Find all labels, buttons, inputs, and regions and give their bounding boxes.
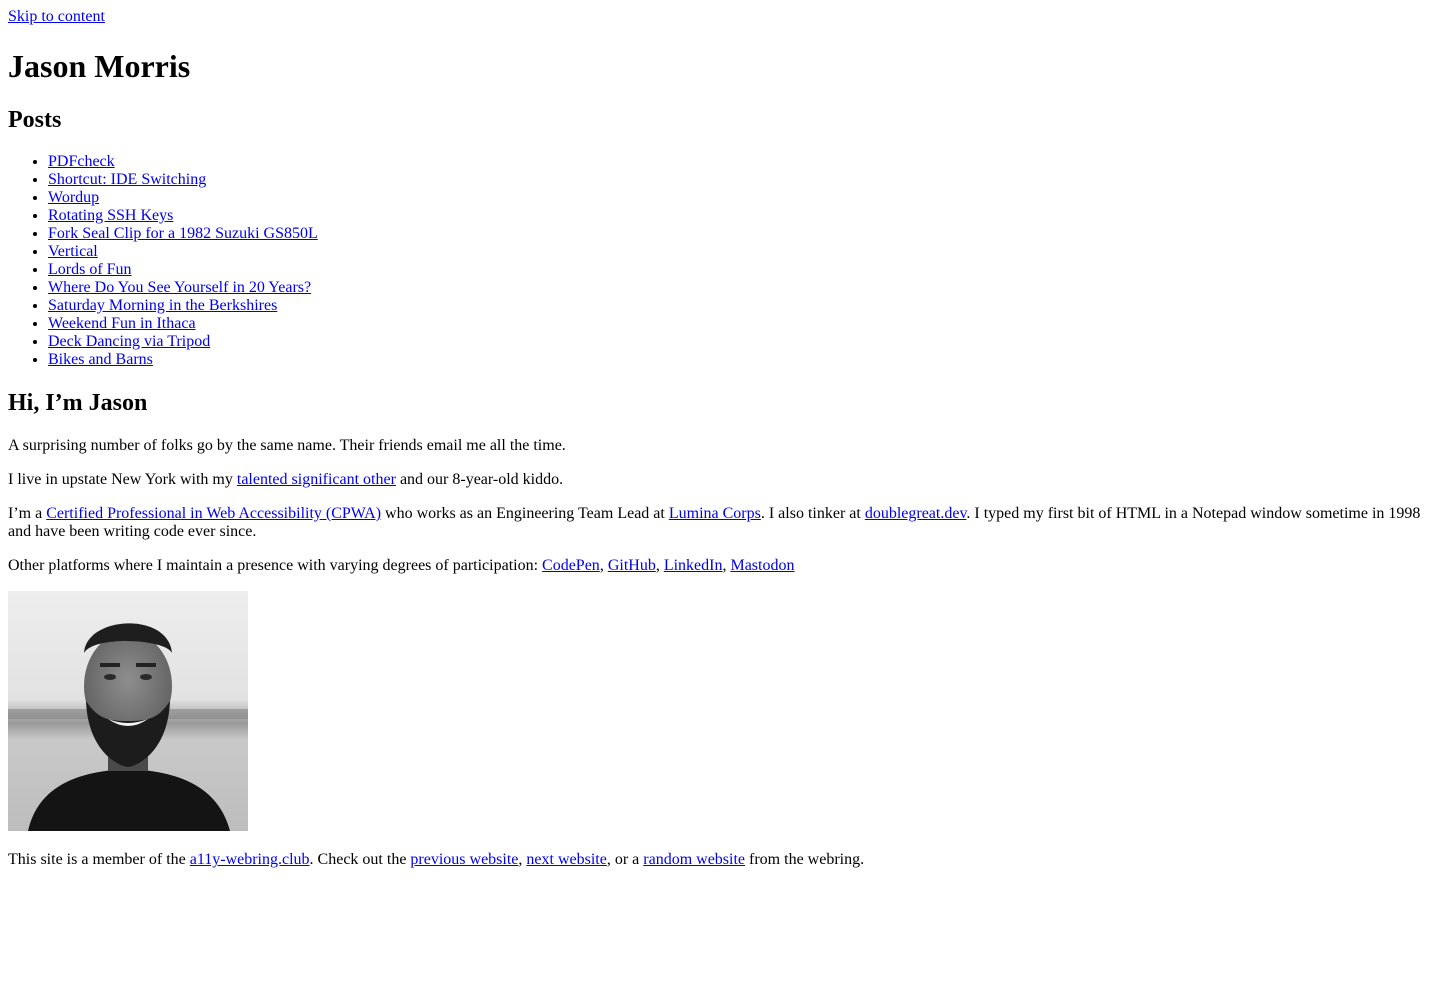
post-link-lords-of-fun[interactable]: Lords of Fun <box>48 261 132 278</box>
list-item <box>48 207 1432 225</box>
intro-paragraph-location <box>8 471 1432 489</box>
intro-paragraph-name: A surprising number of folks go by the same name. Their friends email me all the time. <box>8 437 566 454</box>
cpwa-link[interactable]: Certified Professional in Web Accessibility (CPWA) <box>46 505 382 522</box>
post-link-ithaca[interactable]: Weekend Fun in Ithaca <box>48 315 196 332</box>
next-website-link[interactable]: next website <box>526 851 607 868</box>
list-item <box>48 297 1432 315</box>
text-segment: I’m a <box>8 505 47 522</box>
separator: , <box>655 557 664 574</box>
text-segment: . I also tinker at <box>760 505 865 522</box>
posts-heading: Posts <box>8 107 62 133</box>
doublegreat-link[interactable]: doublegreat.dev <box>864 505 967 522</box>
list-item <box>48 351 1432 369</box>
previous-website-link[interactable]: previous website <box>410 851 519 868</box>
text-segment: This site is a member of the <box>8 851 190 868</box>
list-item <box>48 333 1432 351</box>
codepen-link[interactable]: CodePen <box>542 557 600 574</box>
text-segment: I live in upstate New York with my <box>8 471 237 488</box>
post-link-bikes-and-barns[interactable]: Bikes and Barns <box>48 351 153 368</box>
text-segment: . Check out the <box>309 851 411 868</box>
post-link-rotating-ssh-keys[interactable]: Rotating SSH Keys <box>48 207 174 224</box>
post-link-20-years[interactable]: Where Do You See Yourself in 20 Years? <box>48 279 312 296</box>
posts-list <box>8 153 1432 369</box>
skip-to-content-link[interactable]: Skip to content <box>8 8 105 25</box>
intro-paragraph-work <box>8 505 1432 541</box>
lumina-corps-link[interactable]: Lumina Corps <box>668 505 761 522</box>
list-item <box>48 171 1432 189</box>
text-segment: . I typed my first bit of HTML in a Notepad window sometime in 1998 and have been writing code ever since. <box>8 505 1421 540</box>
separator: , <box>722 557 731 574</box>
post-link-ide-switching[interactable]: Shortcut: IDE Switching <box>48 171 207 188</box>
list-item <box>48 243 1432 261</box>
post-link-pdfcheck[interactable]: PDFcheck <box>48 153 115 170</box>
webring-paragraph <box>8 851 1432 869</box>
post-link-wordup[interactable]: Wordup <box>48 189 100 206</box>
mastodon-link[interactable]: Mastodon <box>730 557 795 574</box>
text-segment: , or a <box>606 851 644 868</box>
separator: , <box>599 557 608 574</box>
text-segment: who works as an Engineering Team Lead at <box>381 505 669 522</box>
text-segment: and our 8-year-old kiddo. <box>395 471 564 488</box>
post-link-berkshires[interactable]: Saturday Morning in the Berkshires <box>48 297 278 314</box>
significant-other-link[interactable]: talented significant other <box>236 471 396 488</box>
list-item <box>48 315 1432 333</box>
intro-paragraph-platforms <box>8 557 1432 575</box>
post-link-vertical[interactable]: Vertical <box>48 243 98 260</box>
list-item <box>48 225 1432 243</box>
list-item <box>48 189 1432 207</box>
post-link-fork-seal-clip[interactable]: Fork Seal Clip for a 1982 Suzuki GS850L <box>48 225 318 242</box>
post-link-deck-dancing[interactable]: Deck Dancing via Tripod <box>48 333 211 350</box>
list-item <box>48 153 1432 171</box>
text-segment: from the webring. <box>745 851 865 868</box>
text-segment: Other platforms where I maintain a presence with varying degrees of participation: <box>8 557 543 574</box>
list-item <box>48 261 1432 279</box>
separator: , <box>518 851 527 868</box>
github-link[interactable]: GitHub <box>607 557 656 574</box>
random-website-link[interactable]: random website <box>643 851 746 868</box>
linkedin-link[interactable]: LinkedIn <box>663 557 723 574</box>
avatar <box>8 591 248 831</box>
list-item <box>48 279 1432 297</box>
webring-club-link[interactable]: a11y-webring.club <box>189 851 310 868</box>
site-title: Jason Morris <box>8 48 191 84</box>
intro-heading: Hi, I’m Jason <box>8 390 148 416</box>
